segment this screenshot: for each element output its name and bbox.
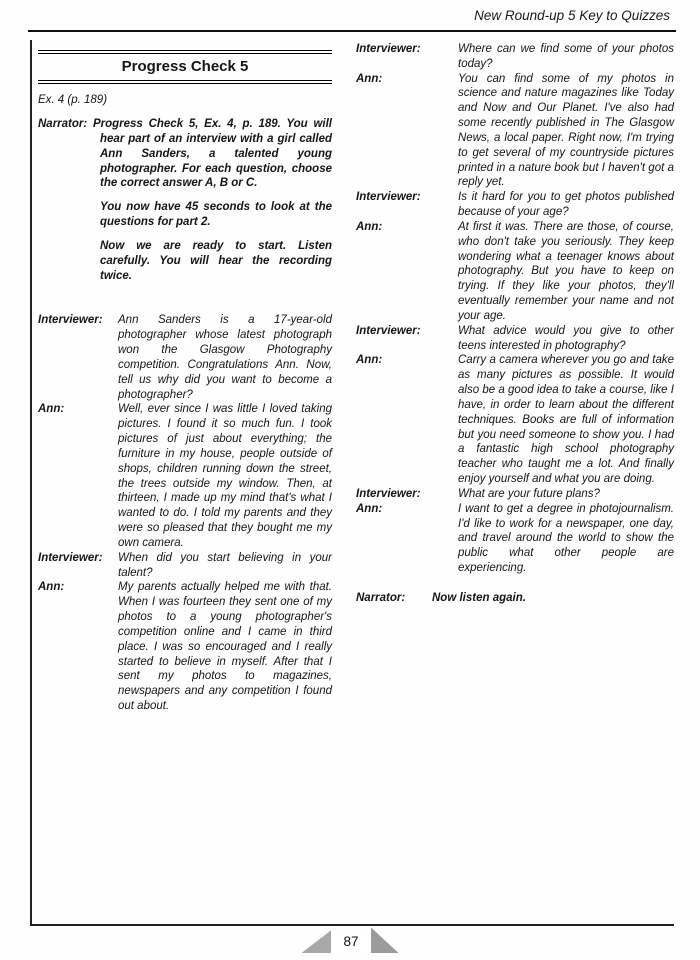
speaker-label: Ann: — [356, 220, 383, 233]
right-column — [356, 42, 674, 606]
bottom-rule — [30, 924, 674, 926]
header-title: New Round-up 5 Key to Quizzes — [474, 8, 670, 23]
section-title-box — [38, 50, 332, 84]
dialogue-row — [356, 502, 674, 576]
narrator-intro-text: Progress Check 5, Ex. 4, p. 189. You will hear part of an interview with a girl called Ann Sanders, a talented young photographer. For each question, choose the correct answer A, B or C. — [92, 118, 332, 190]
footer — [0, 927, 700, 953]
narrator-intro-paragraph — [38, 117, 332, 191]
utterance-text: At first it was. There are those, of course, who don't take you seriously. They keep wondering what a teenager knows about photography. But you have to keep on trying. If they like your photos, they'll eventually remember your name and not your age. — [458, 220, 674, 322]
dialogue-row — [356, 353, 674, 486]
utterance-text: What advice would you give to other teens interested in photography? — [458, 324, 674, 352]
page-number: 87 — [331, 931, 370, 953]
narrator-label: Narrator: — [356, 591, 406, 604]
section-title: Progress Check 5 — [121, 58, 249, 75]
speaker-label: Interviewer: — [356, 43, 421, 55]
narrator-label: Narrator: — [38, 118, 88, 131]
narrator-closing-text: Now listen again. — [432, 591, 526, 604]
dialogue-left — [38, 313, 332, 713]
speaker-label: Interviewer: — [356, 191, 421, 204]
utterance-text: What are your future plans? — [458, 487, 600, 500]
dialogue-right — [356, 42, 674, 606]
dialogue-row — [356, 42, 674, 72]
header-rule — [28, 30, 676, 32]
speaker-label: Interviewer: — [38, 551, 103, 564]
utterance-text: Ann Sanders is a 17-year-old photographer whose latest photograph won the Glasgow Photography competition. Congratulations Ann. Now, tell us why did you want to become a photographer? — [118, 314, 332, 401]
narrator-intro-paragraph: You now have 45 seconds to look at the questions for part 2. — [100, 201, 332, 229]
utterance-text: Is it hard for you to get photos published because of your age? — [458, 191, 674, 219]
utterance-text: My parents actually helped me with that. When I was fourteen they sent one of my photos to a young photographer's competition online and I came in third place. I was so encouraged and I really started to believe in myself. After that I sent my photos to magazines, newspapers and any competition I found out about. — [118, 581, 332, 712]
speaker-label: Interviewer: — [38, 314, 103, 327]
utterance-text: Well, ever since I was little I loved taking pictures. I found it so much fun. I took pictures of just about everything; the furniture in my house, people outside of shops, children running down the street, the trees outside my window. Then, at thirteen, I made up my mind that's what I wanted to do. I told my parents and they were so pleased that they bought me my own camera. — [118, 403, 332, 549]
dialogue-row — [356, 190, 674, 220]
dialogue-row — [356, 220, 674, 324]
exercise-label: Ex. 4 (p. 189) — [38, 94, 108, 107]
dialogue-row — [38, 313, 332, 402]
dialogue-row — [38, 402, 332, 550]
speaker-label: Ann: — [356, 502, 383, 515]
dialogue-row — [38, 580, 332, 713]
dialogue-row — [356, 324, 674, 354]
speaker-label: Ann: — [38, 581, 65, 594]
speaker-label: Ann: — [356, 354, 383, 367]
narrator-intro-paragraph: Now we are ready to start. Listen carefully. You will hear the recording twice. — [100, 239, 332, 282]
speaker-label: Interviewer: — [356, 487, 421, 500]
triangle-right-icon — [371, 927, 399, 953]
dialogue-row — [356, 487, 674, 502]
speaker-label: Ann: — [356, 72, 383, 85]
narrator-closing-row — [356, 591, 674, 606]
utterance-text: You can find some of my photos in science and nature magazines like Today and Now and Our Planet. I've also had some recently published in The Glasgow News, a local paper. Right now, I'm trying to get several of my countryside pictures printed in a nature book but I haven't got a reply yet. — [458, 72, 674, 189]
utterance-text: Where can we find some of your photos today? — [458, 43, 674, 70]
left-border-rule — [30, 40, 32, 924]
speaker-label: Interviewer: — [356, 324, 421, 337]
utterance-text: Carry a camera wherever you go and take as many pictures as possible. It would also be a good idea to take a course, like I have, in order to learn about the different techniques. Books are full of information but you need someone to show you. I had a fantastic high school photography teacher who taught me a lot. And finally enjoy yourself and what you are doing. — [458, 354, 674, 486]
utterance-text: I want to get a degree in photojournalism. I'd like to work for a newspaper, one day, and travel around the world to show the public what other people are experiencing. — [458, 502, 674, 574]
triangle-left-icon — [301, 930, 331, 953]
utterance-text: When did you start believing in your talent? — [118, 551, 332, 579]
dialogue-row — [356, 72, 674, 191]
speaker-label: Ann: — [38, 403, 65, 416]
left-column — [38, 50, 332, 714]
dialogue-row — [38, 551, 332, 581]
